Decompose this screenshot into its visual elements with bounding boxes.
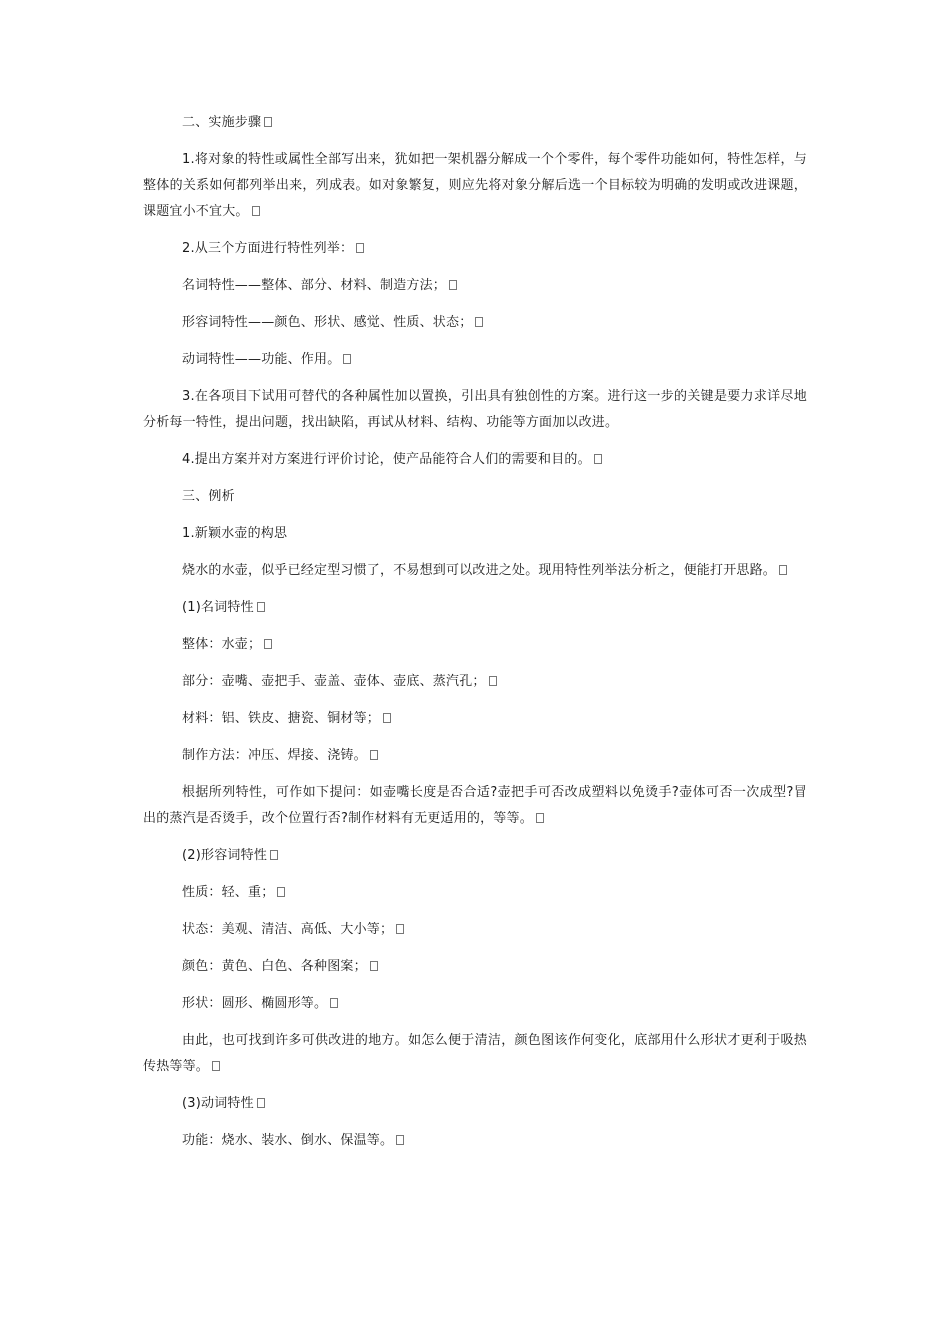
paragraph: [143, 447, 807, 473]
paragraph: [143, 917, 807, 943]
paragraph-text: 颜色：黄色、白色、各种图案；: [182, 959, 367, 974]
paragraph-text: 1.将对象的特性或属性全部写出来，犹如把一架机器分解成一个个零件，每个零件功能如何，特性怎样，与整体的关系如何都列举出来，列成表。如对象繁复，则应先将对象分解后选一个目标较为明确的发明或改进课题，课题宜小不宜大。: [143, 152, 807, 219]
missing-glyph-box-icon: [396, 1135, 404, 1145]
paragraph-text: 动词特性——功能、作用。: [182, 352, 341, 367]
paragraph: [143, 273, 807, 299]
missing-glyph-box-icon: [779, 565, 787, 575]
paragraph-text: 制作方法：冲压、焊接、浇铸。: [182, 748, 367, 763]
missing-glyph-box-icon: [270, 850, 278, 860]
missing-glyph-box-icon: [257, 602, 265, 612]
paragraph: [143, 484, 807, 510]
paragraph: [143, 954, 807, 980]
paragraph: [143, 632, 807, 658]
missing-glyph-box-icon: [396, 924, 404, 934]
paragraph-text: 材料：铝、铁皮、搪瓷、铜材等；: [182, 711, 381, 726]
paragraph: [143, 521, 807, 547]
missing-glyph-box-icon: [536, 813, 544, 823]
paragraph-text: (2)形容词特性: [182, 848, 268, 863]
paragraph-text: 烧水的水壶，似乎已经定型习惯了，不易想到可以改进之处。现用特性列举法分析之，便能打开思路。: [182, 563, 777, 578]
paragraph: [143, 669, 807, 695]
paragraph-text: 整体：水壶；: [182, 637, 262, 652]
missing-glyph-box-icon: [330, 998, 338, 1008]
paragraph: [143, 743, 807, 769]
paragraph: [143, 780, 807, 832]
paragraph-text: 1.新颖水壶的构思: [182, 526, 288, 541]
missing-glyph-box-icon: [594, 454, 602, 464]
missing-glyph-box-icon: [257, 1098, 265, 1108]
missing-glyph-box-icon: [264, 639, 272, 649]
paragraph-text: 功能：烧水、装水、倒水、保温等。: [182, 1133, 394, 1148]
paragraph-text: 形容词特性——颜色、形状、感觉、性质、状态；: [182, 315, 473, 330]
missing-glyph-box-icon: [212, 1061, 220, 1071]
missing-glyph-box-icon: [264, 117, 272, 127]
missing-glyph-box-icon: [277, 887, 285, 897]
missing-glyph-box-icon: [252, 206, 260, 216]
paragraph: [143, 1091, 807, 1117]
missing-glyph-box-icon: [356, 243, 364, 253]
missing-glyph-box-icon: [383, 713, 391, 723]
paragraph: [143, 110, 807, 136]
missing-glyph-box-icon: [370, 961, 378, 971]
paragraph-text: 4.提出方案并对方案进行评价讨论，使产品能符合人们的需要和目的。: [182, 452, 591, 467]
paragraph: [143, 236, 807, 262]
paragraph-text: 2.从三个方面进行特性列举：: [182, 241, 354, 256]
paragraph: [143, 1028, 807, 1080]
paragraph-text: 根据所列特性，可作如下提问：如壶嘴长度是否合适?壶把手可否改成塑料以免烫手?壶体可否一次成型?冒出的蒸汽是否烫手，改个位置行否?制作材料有无更适用的，等等。: [143, 785, 807, 826]
missing-glyph-box-icon: [343, 354, 351, 364]
missing-glyph-box-icon: [449, 280, 457, 290]
paragraph-text: (1)名词特性: [182, 600, 254, 615]
paragraph-text: 部分：壶嘴、壶把手、壶盖、壶体、壶底、蒸汽孔；: [182, 674, 486, 689]
document-body: [143, 110, 807, 1165]
paragraph: [143, 347, 807, 373]
paragraph-text: 名词特性——整体、部分、材料、制造方法；: [182, 278, 447, 293]
missing-glyph-box-icon: [489, 676, 497, 686]
paragraph-text: (3)动词特性: [182, 1096, 254, 1111]
paragraph: [143, 310, 807, 336]
missing-glyph-box-icon: [370, 750, 378, 760]
paragraph: [143, 880, 807, 906]
missing-glyph-box-icon: [475, 317, 483, 327]
paragraph-text: 由此，也可找到许多可供改进的地方。如怎么便于清洁，颜色图该作何变化，底部用什么形状才更利于吸热传热等等。: [143, 1033, 807, 1074]
paragraph: [143, 384, 807, 436]
paragraph-text: 二、实施步骤: [182, 115, 262, 130]
paragraph-text: 三、例析: [182, 489, 235, 504]
paragraph: [143, 558, 807, 584]
paragraph: [143, 595, 807, 621]
paragraph-text: 形状：圆形、椭圆形等。: [182, 996, 328, 1011]
paragraph: [143, 843, 807, 869]
paragraph: [143, 991, 807, 1017]
paragraph: [143, 1128, 807, 1154]
paragraph: [143, 706, 807, 732]
paragraph-text: 状态：美观、清洁、高低、大小等；: [182, 922, 394, 937]
paragraph-text: 3.在各项目下试用可替代的各种属性加以置换，引出具有独创性的方案。进行这一步的关键是要力求详尽地分析每一特性，提出问题，找出缺陷，再试从材料、结构、功能等方面加以改进。: [143, 389, 807, 430]
paragraph: [143, 147, 807, 225]
paragraph-text: 性质：轻、重；: [182, 885, 275, 900]
